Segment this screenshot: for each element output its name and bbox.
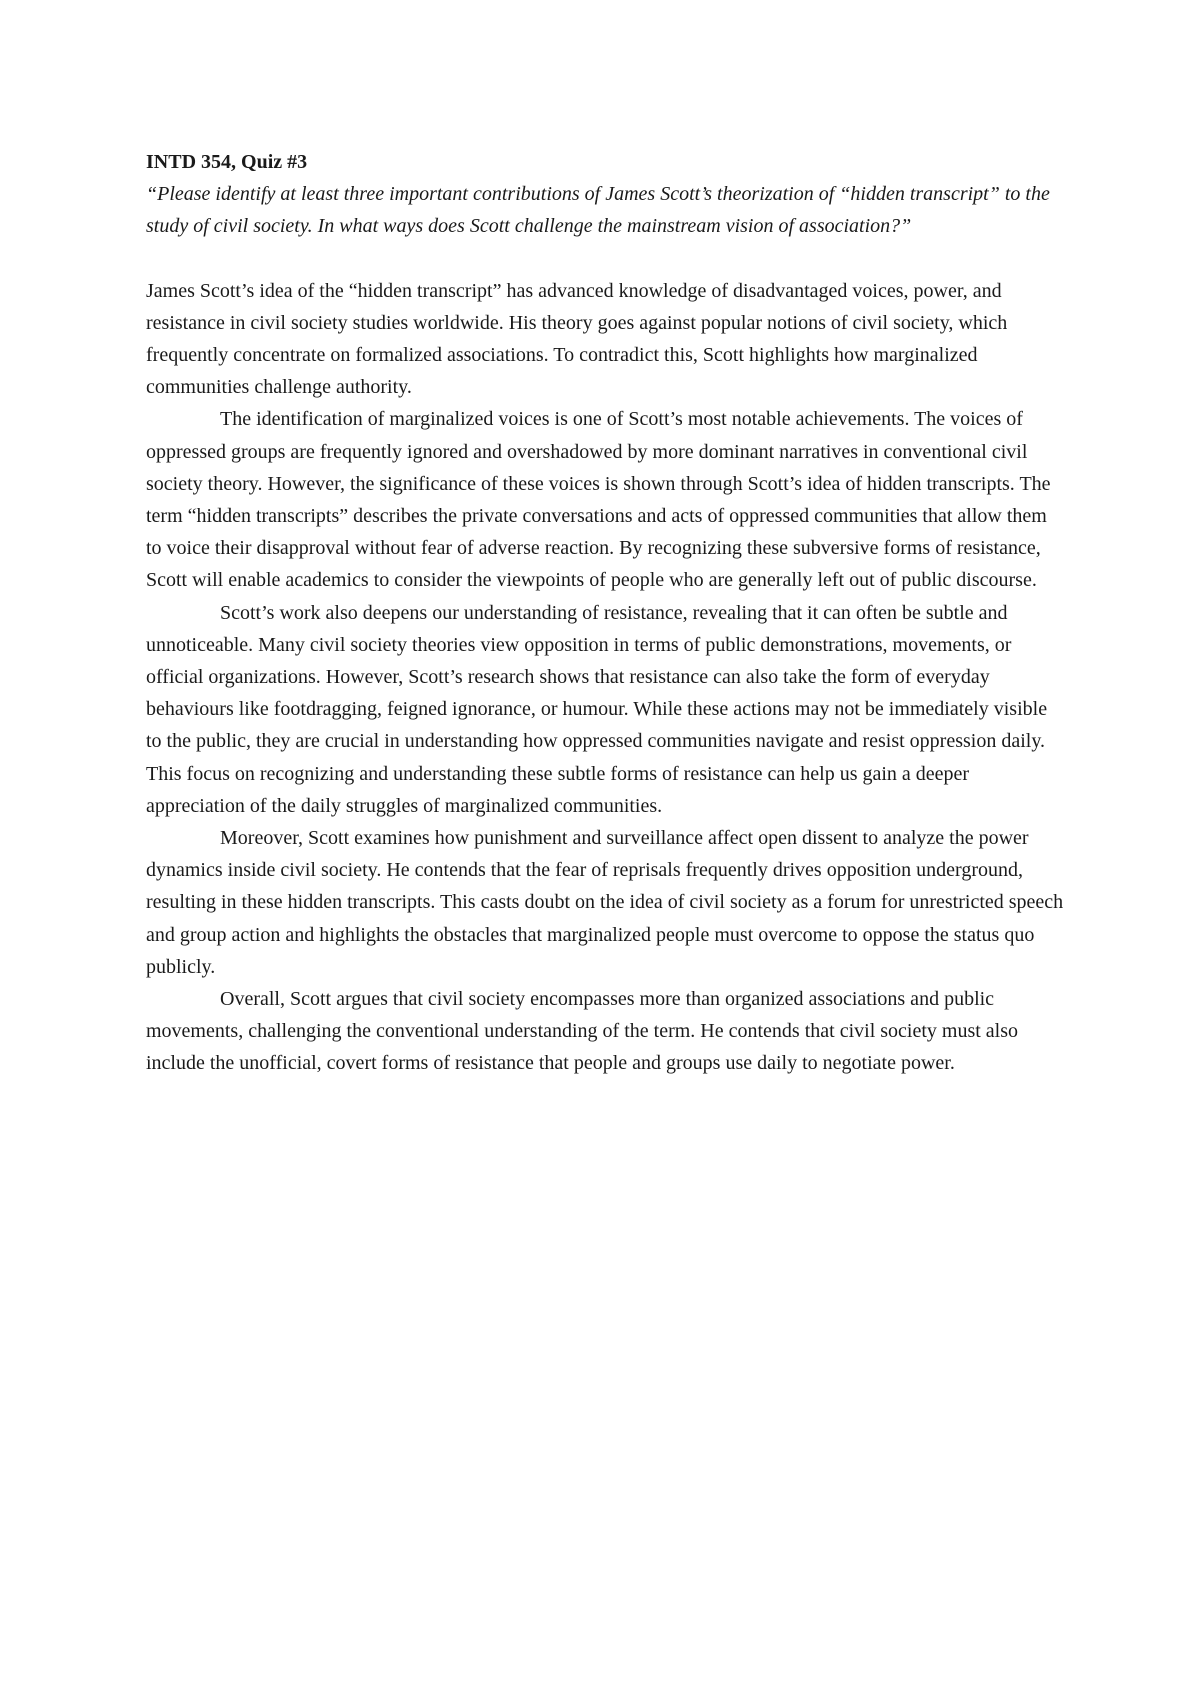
blank-line	[146, 243, 1066, 275]
paragraph-marginalized-voices: The identification of marginalized voices is one of Scott’s most notable achievements. The voices of oppressed groups are frequently ignored and overshadowed by more dominant narratives in conventional civil society theory. However, the significance of these voices is shown through Scott’s idea of hidden transcripts. The term “hidden transcripts” describes the private conversations and acts of oppressed communities that allow them to voice their disapproval without fear of adverse reaction. By recognizing these subversive forms of resistance, Scott will enable academics to consider the viewpoints of people who are generally left out of public discourse.	[146, 408, 1051, 592]
paragraph-intro: James Scott’s idea of the “hidden transcript” has advanced knowledge of disadvantaged voices, power, and resistance in civil society studies worldwide. His theory goes against popular notions of civil society, which frequently concentrate on formalized associations. To contradict this, Scott highlights how marginalized communities challenge authority.	[146, 279, 1008, 399]
paragraph-conclusion: Overall, Scott argues that civil society encompasses more than organized associations and public movements, challenging the conventional understanding of the term. He contends that civil society must also include the unofficial, covert forms of resistance that people and groups use daily to negotiate power.	[146, 988, 1019, 1075]
paragraph-power-dynamics: Moreover, Scott examines how punishment and surveillance affect open dissent to analyze the power dynamics inside civil society. He contends that the fear of reprisals frequently drives opposition underground, resulting in these hidden transcripts. This casts doubt on the idea of civil society as a forum for unrestricted speech and group action and highlights the obstacles that marginalized people must overcome to oppose the status quo publicly.	[146, 827, 1064, 978]
document-body	[146, 146, 1066, 1080]
paragraph-resistance: Scott’s work also deepens our understanding of resistance, revealing that it can often be subtle and unnoticeable. Many civil society theories view opposition in terms of public demonstrations, movements, or official organizations. However, Scott’s research shows that resistance can also take the form of everyday behaviours like footdragging, feigned ignorance, or humour. While these actions may not be immediately visible to the public, they are crucial in understanding how oppressed communities navigate and resist oppression daily. This focus on recognizing and understanding these subtle forms of resistance can help us gain a deeper appreciation of the daily struggles of marginalized communities.	[146, 601, 1048, 817]
quiz-question: “Please identify at least three important contributions of James Scott’s theorization of “hidden transcript” to the study of civil society. In what ways does Scott challenge the mainstream vision of association?”	[146, 183, 1050, 238]
document-heading: INTD 354, Quiz #3	[146, 151, 308, 173]
